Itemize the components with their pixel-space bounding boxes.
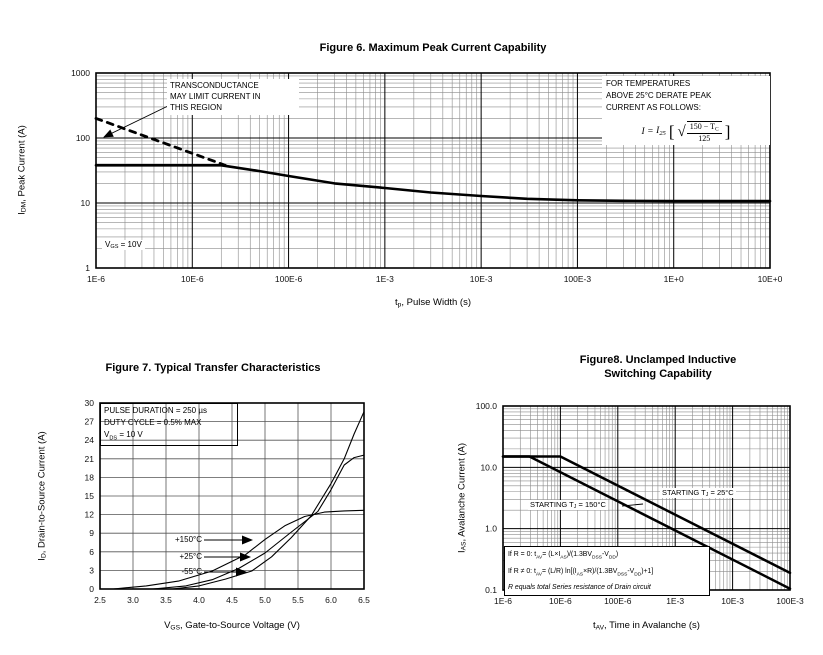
- figure7-x-axis-label: $V_{GS}$, Gate-to-Source Voltage (V): [164, 620, 300, 632]
- figure7-y-tick-label: 18: [84, 472, 94, 483]
- figure8-x-tick-label: 1E-3: [666, 596, 685, 606]
- figure8-title: [538, 353, 778, 381]
- fraction-numerator: $150 - T_C$: [687, 122, 722, 134]
- figure7-series-+150C: [113, 510, 364, 589]
- figure6-x-axis-label: $t_p$, Pulse Width (s): [394, 297, 472, 309]
- figure7-y-tick-label: 21: [84, 453, 94, 464]
- figure6-x-tick-label: 10E+0: [757, 274, 783, 284]
- figure6-x-tick-label: 10E-6: [180, 274, 204, 284]
- figure7-y-tick-label: 3: [89, 565, 94, 576]
- figure8-title-line2: Switching Capability: [604, 368, 712, 380]
- figure7-x-tick-label: 4.5: [226, 595, 238, 605]
- figure8-avalanche-formulas: [504, 546, 710, 596]
- figure7-curve-arrow-2: [236, 568, 247, 577]
- figure6-x-tick-label: 100E-6: [274, 274, 303, 284]
- figure6-vgs-condition: $V_{GS} = 10V$: [102, 240, 145, 250]
- figure6-derating-text: FOR TEMPERATURES ABOVE 25°C DERATE PEAK CURRENT AS FOLLOWS:: [606, 79, 712, 112]
- figure8-x-tick-label: 100E-6: [604, 596, 632, 606]
- figure7-y-tick-label: 27: [84, 416, 94, 427]
- figure7-y-tick-label: 15: [84, 491, 94, 501]
- figure8-formula-line3: R equals total Series resistance of Drain circuit: [508, 584, 651, 592]
- figure7-x-tick-label: 2.5: [94, 595, 106, 605]
- figure7-y-tick-label: 24: [84, 435, 94, 446]
- figure7-title: Figure 7. Typical Transfer Characteristics: [105, 362, 321, 374]
- figure6-y-tick-label: 100: [75, 133, 90, 143]
- figure7-y-tick-label: 6: [89, 546, 94, 557]
- figure8-y-axis-label: $I_{AS}$, Avalanche Current (A): [456, 442, 468, 554]
- figure6-title: Figure 6. Maximum Peak Current Capability: [319, 42, 547, 54]
- figure8-x-tick-label: 10E-3: [721, 596, 744, 606]
- figure8-y-tick-label: 100.0: [475, 401, 497, 411]
- figure6-derating-formula: I = $I_{25}$ [ √ $\frac{150 - T_C}{125}$ ]: [641, 121, 731, 143]
- figure8-x-tick-label: 10E-6: [549, 596, 572, 606]
- figure8-x-axis-label: $t_{AV}$, Time in Avalanche (s): [593, 620, 700, 632]
- figure8-formula-line2: If R ≠ 0: $t_{AV}= (L/R)$ $\ln[(I_{AS}\times R)/(1.3BV_{DSS}-V_{DD})+1]$: [508, 567, 654, 578]
- figure7-x-tick-label: 6.5: [358, 595, 370, 605]
- figure6-y-tick-label: 1000: [71, 68, 90, 78]
- figure7-x-tick-label: 5.0: [259, 595, 271, 605]
- formula-fraction: [687, 121, 722, 143]
- figure7-x-tick-label: 3.5: [160, 595, 172, 605]
- formula-equals: =: [647, 126, 654, 137]
- figure8-label-tj25: STARTING $T_J = 25^\circ C$: [662, 488, 734, 499]
- figure7-x-tick-label: 5.5: [292, 595, 304, 605]
- figure6-x-tick-label: 1E+0: [663, 274, 684, 284]
- figure7-y-axis-label: $I_D$, Drain-to-Source Current (A): [36, 431, 48, 561]
- figure6-transconductance-note: TRANSCONDUCTANCE MAY LIMIT CURRENT IN THIS REGION: [167, 79, 299, 115]
- curve-label-150c: +150°C: [175, 535, 202, 544]
- formula-base: $I_{25}$: [656, 126, 666, 138]
- figure8-y-tick-label: 0.1: [485, 585, 497, 595]
- figure6-derating-note-box: [602, 76, 770, 145]
- figure7-x-tick-label: 6.0: [325, 595, 337, 605]
- figure6-x-tick-label: 100E-3: [563, 274, 592, 284]
- figure6-y-axis-label: $I_{DM}$, Peak Current (A): [16, 125, 28, 215]
- fraction-denominator: 125: [698, 133, 711, 143]
- figure6-y-tick-label: 1: [85, 263, 90, 273]
- figure7-y-tick-label: 12: [84, 509, 94, 520]
- figure6-x-tick-label: 10E-3: [469, 274, 493, 284]
- figure7-curve-arrow-0: [242, 536, 253, 545]
- figure6-x-tick-label: 1E-6: [87, 274, 105, 284]
- formula-lhs: I: [641, 126, 645, 137]
- figure7-y-tick-label: 30: [84, 398, 94, 408]
- curve-label-minus55c: -55°C: [181, 567, 202, 576]
- figure8-label-tj150: STARTING $T_J = 150^\circ C$: [530, 500, 606, 511]
- figure7-test-conditions: PULSE DURATION = 250 µs DUTY CYCLE = 0.5% MAX $V_{DS} = 10$ V: [100, 403, 238, 446]
- figure7-curve-arrow-1: [240, 553, 251, 562]
- figure7-x-tick-label: 3.0: [127, 595, 139, 605]
- figure6-y-tick-label: 10: [80, 198, 90, 208]
- figure8-x-tick-label: 100E-3: [776, 596, 804, 606]
- figure7-y-tick-label: 0: [89, 584, 94, 594]
- figure8-title-line1: Figure8. Unclamped Inductive: [579, 354, 737, 366]
- figure8-y-tick-label: 10.0: [480, 462, 497, 473]
- figure8-y-tick-label: 1.0: [485, 523, 497, 534]
- figure8-formula-line1: If R = 0: $t_{AV}= (L\times I_{AS})/(1.3BV_{DSS}-V_{DD})$: [508, 551, 619, 561]
- figure6-series-transconductance-limit: [96, 118, 225, 165]
- figure7-y-tick-label: 9: [89, 528, 94, 539]
- curve-label-25c: +25°C: [179, 552, 202, 561]
- figure6-x-tick-label: 1E-3: [375, 274, 394, 284]
- figure7-x-tick-label: 4.0: [193, 595, 205, 605]
- figure8-x-tick-label: 1E-6: [494, 596, 512, 606]
